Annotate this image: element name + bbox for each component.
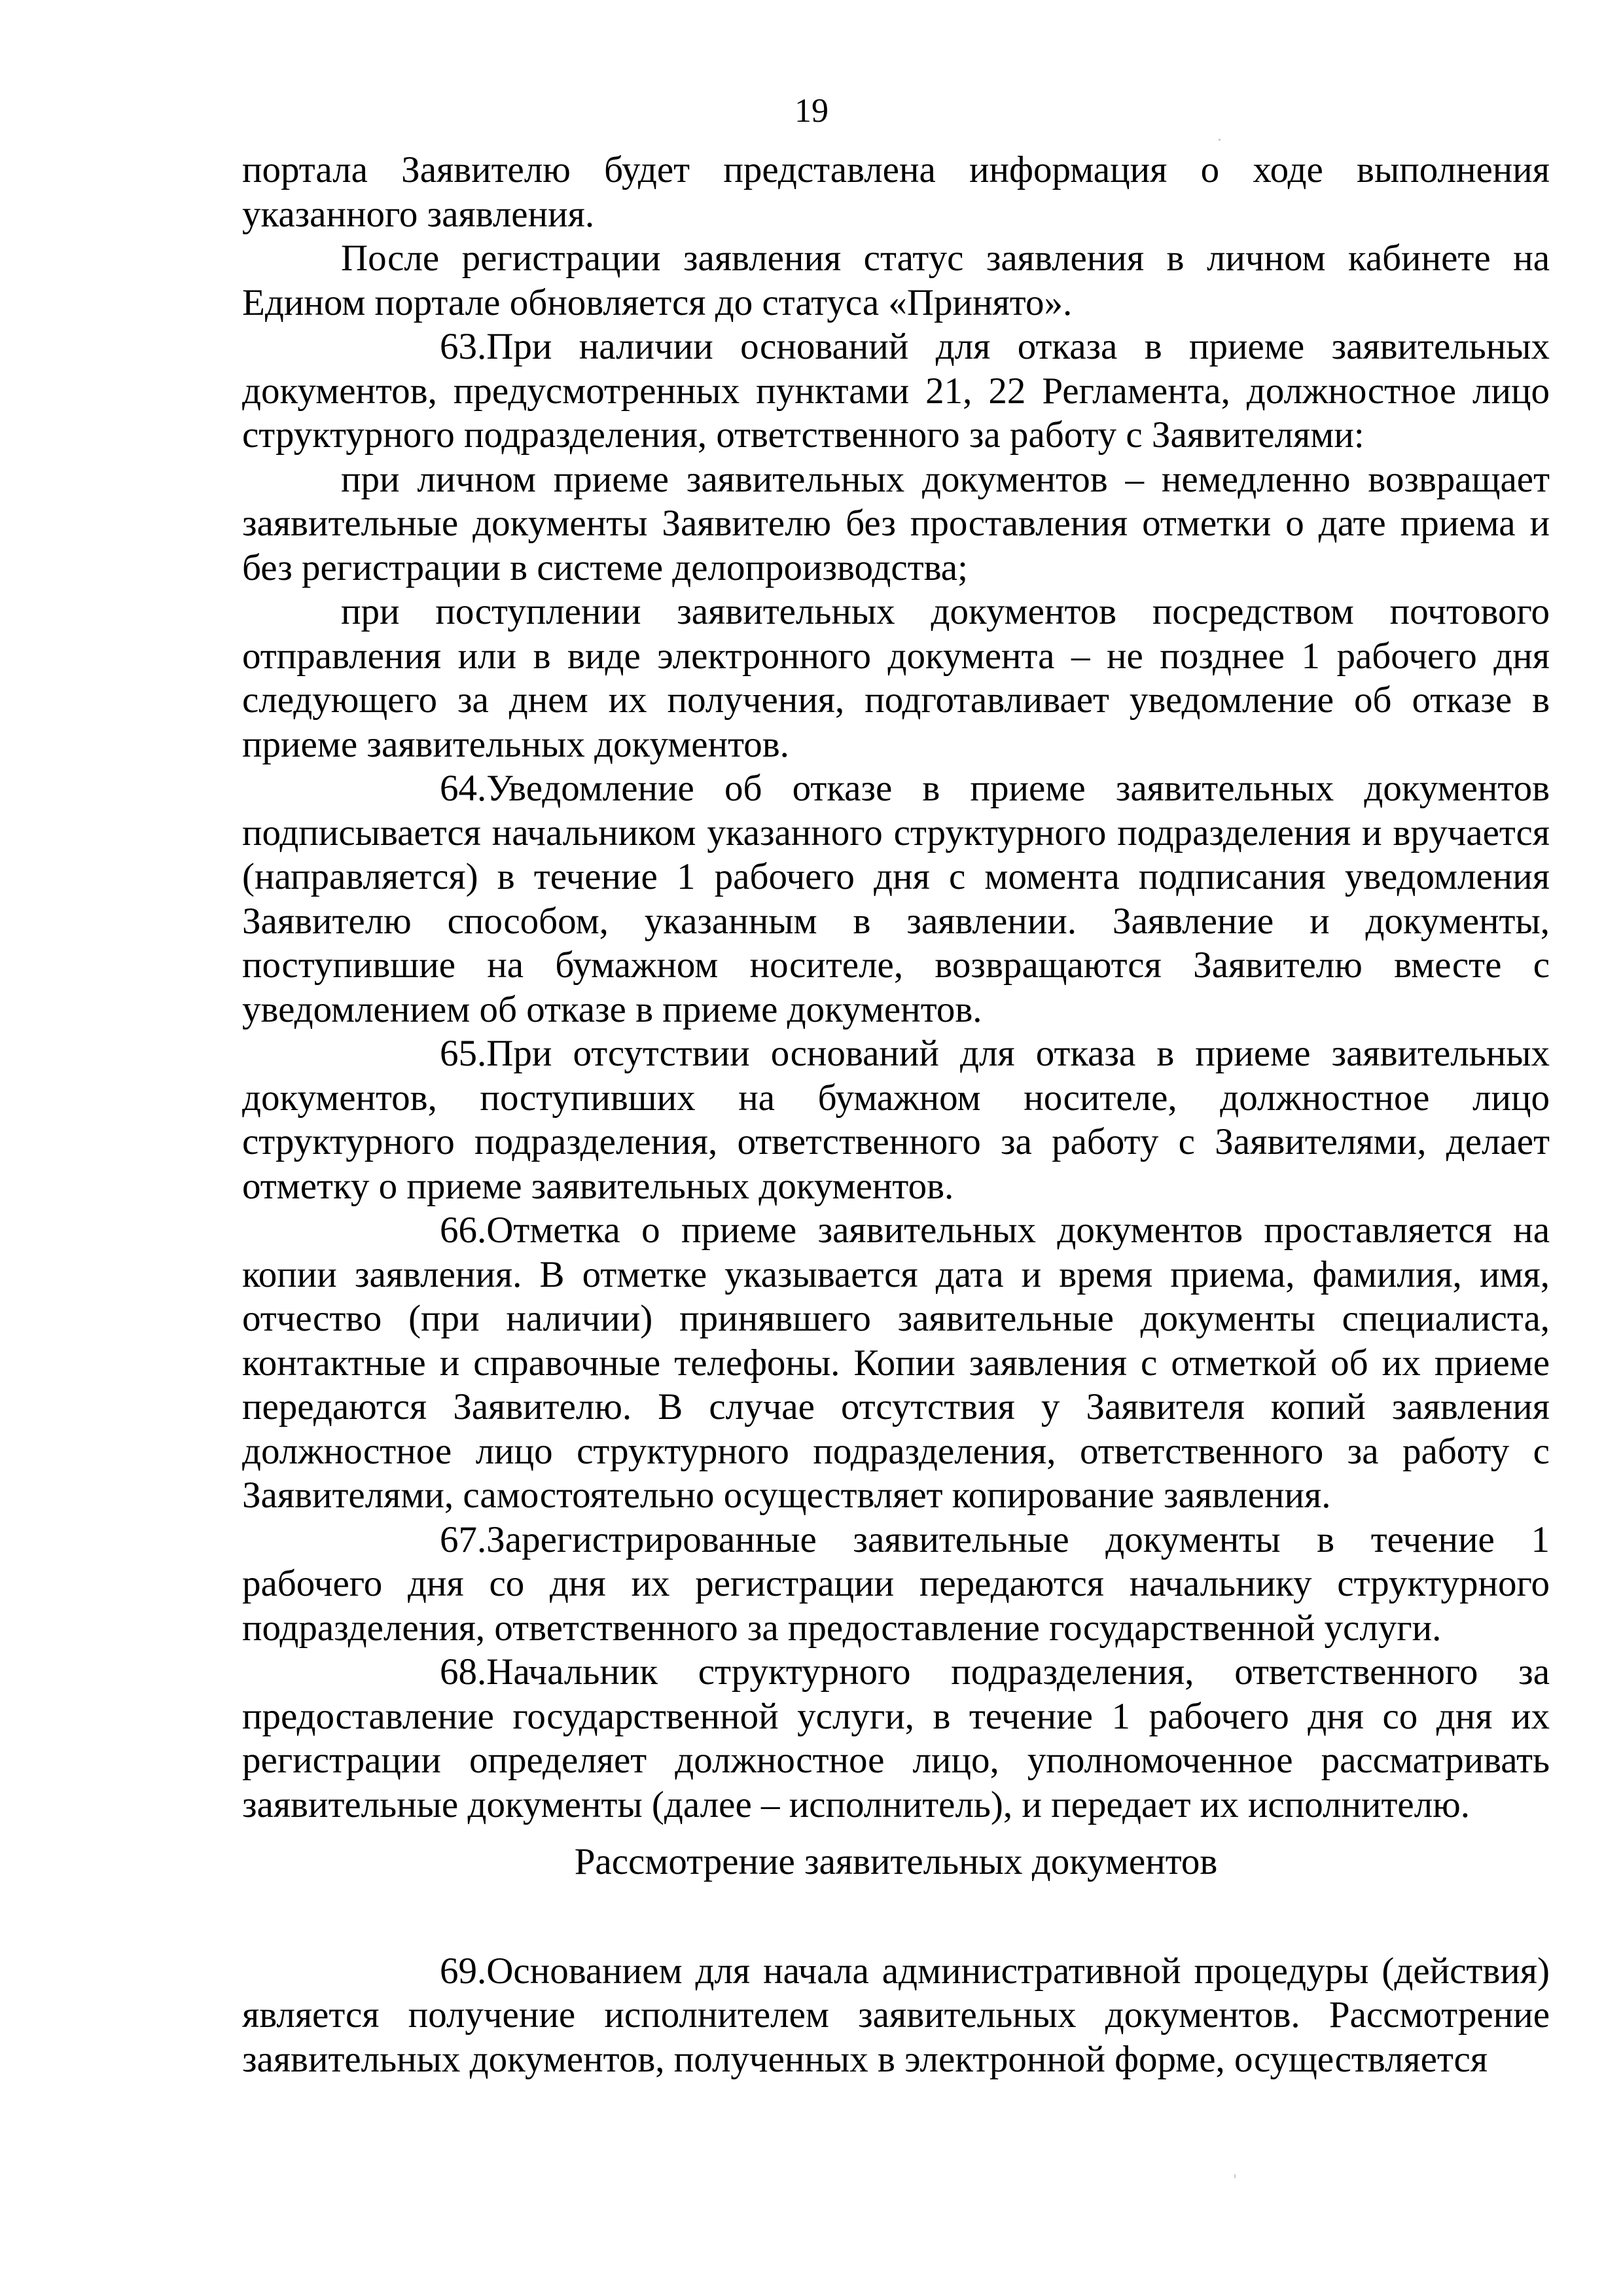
paragraph-number: 66. (440, 1210, 487, 1251)
paragraph-64 (242, 766, 1550, 1031)
paragraph-text: Уведомление об отказе в приеме заявительных документов подписывается начальником указанного структурного подразделения и вручается (направляется) в течение 1 рабочего дня с момента подписания уведомления Заявителю способом, указанным в заявлении. Заявление и документы, поступившие на бумажном носителе, возвращаются Заявителю вместе с уведомлением об отказе в приеме документов. (242, 768, 1550, 1030)
scan-speck (1234, 2174, 1236, 2178)
paragraph-text: Отметка о приеме заявительных документов проставляется на копии заявления. В отметке указывается дата и время приема, фамилия, имя, отчество (при наличии) принявшего заявительные документы специалиста, контактные и справочные телефоны. Копии заявления с отметкой об их приеме передаются Заявителю. В случае отсутствия у Заявителя копий заявления должностное лицо структурного подразделения, ответственного за работу с Заявителями, самостоятельно осуществляет копирование заявления. (242, 1210, 1550, 1516)
paragraph-text: Зарегистрированные заявительные документы в течение 1 рабочего дня со дня их регистрации передаются начальнику структурного подразделения, ответственного за предоставление государственной услуги. (242, 1518, 1550, 1649)
paragraph-continuation (242, 148, 1550, 236)
paragraph-65 (242, 1031, 1550, 1208)
paragraph-number: 67. (440, 1518, 487, 1560)
paragraph-68 (242, 1650, 1550, 1827)
paragraph-number: 65. (440, 1033, 487, 1074)
paragraph-63 (242, 325, 1550, 457)
paragraph-text: Начальник структурного подразделения, ответственного за предоставление государственной услуги, в течение 1 рабочего дня со дня их регистрации определяет должностное лицо, уполномоченное рассматривать заявительные документы (далее – исполнитель), и передает их исполнителю. (242, 1651, 1550, 1825)
paragraph-number: 69. (440, 1950, 487, 1992)
scan-speck (1219, 139, 1221, 141)
paragraph-text: при личном приеме заявительных документов – немедленно возвращает заявительные документы Заявителю без проставления отметки о дате приема и без регистрации в системе делопроизводства; (242, 458, 1550, 588)
paragraph-number: 64. (440, 768, 487, 809)
paragraph-text: при поступлении заявительных документов посредством почтового отправления или в виде электронного документа – не позднее 1 рабочего дня следующего за днем их получения, подготавливает уведомление об отказе в приеме заявительных документов. (242, 591, 1550, 765)
paragraph-text: портала Заявителю будет представлена информация о ходе выполнения указанного заявления. (242, 149, 1550, 235)
page-number: 19 (794, 92, 829, 130)
paragraph-66 (242, 1208, 1550, 1518)
paragraph-69 (242, 1949, 1550, 2082)
paragraph-text: При наличии оснований для отказа в приеме заявительных документов, предусмотренных пунктами 21, 22 Регламента, должностное лицо структурного подразделения, ответственного за работу с Заявителями: (242, 326, 1550, 456)
section-heading: Рассмотрение заявительных документов (574, 1841, 1218, 1882)
paragraph-67 (242, 1518, 1550, 1651)
paragraph-number: 63. (440, 326, 487, 367)
document-body (242, 148, 1550, 2081)
paragraph (242, 590, 1550, 766)
paragraph-text: Основанием для начала административной процедуры (действия) является получение исполнителем заявительных документов. Рассмотрение заявительных документов, полученных в электронной форме, осуществляется (242, 1950, 1550, 2080)
paragraph-text: После регистрации заявления статус заявления в личном кабинете на Едином портале обновляется до статуса «Принято». (242, 238, 1550, 323)
paragraph-number: 68. (440, 1651, 487, 1693)
paragraph (242, 457, 1550, 590)
paragraph-text: При отсутствии оснований для отказа в приеме заявительных документов, поступивших на бумажном носителе, должностное лицо структурного подразделения, ответственного за работу с Заявителями, делает отметку о приеме заявительных документов. (242, 1033, 1550, 1207)
paragraph (242, 236, 1550, 325)
